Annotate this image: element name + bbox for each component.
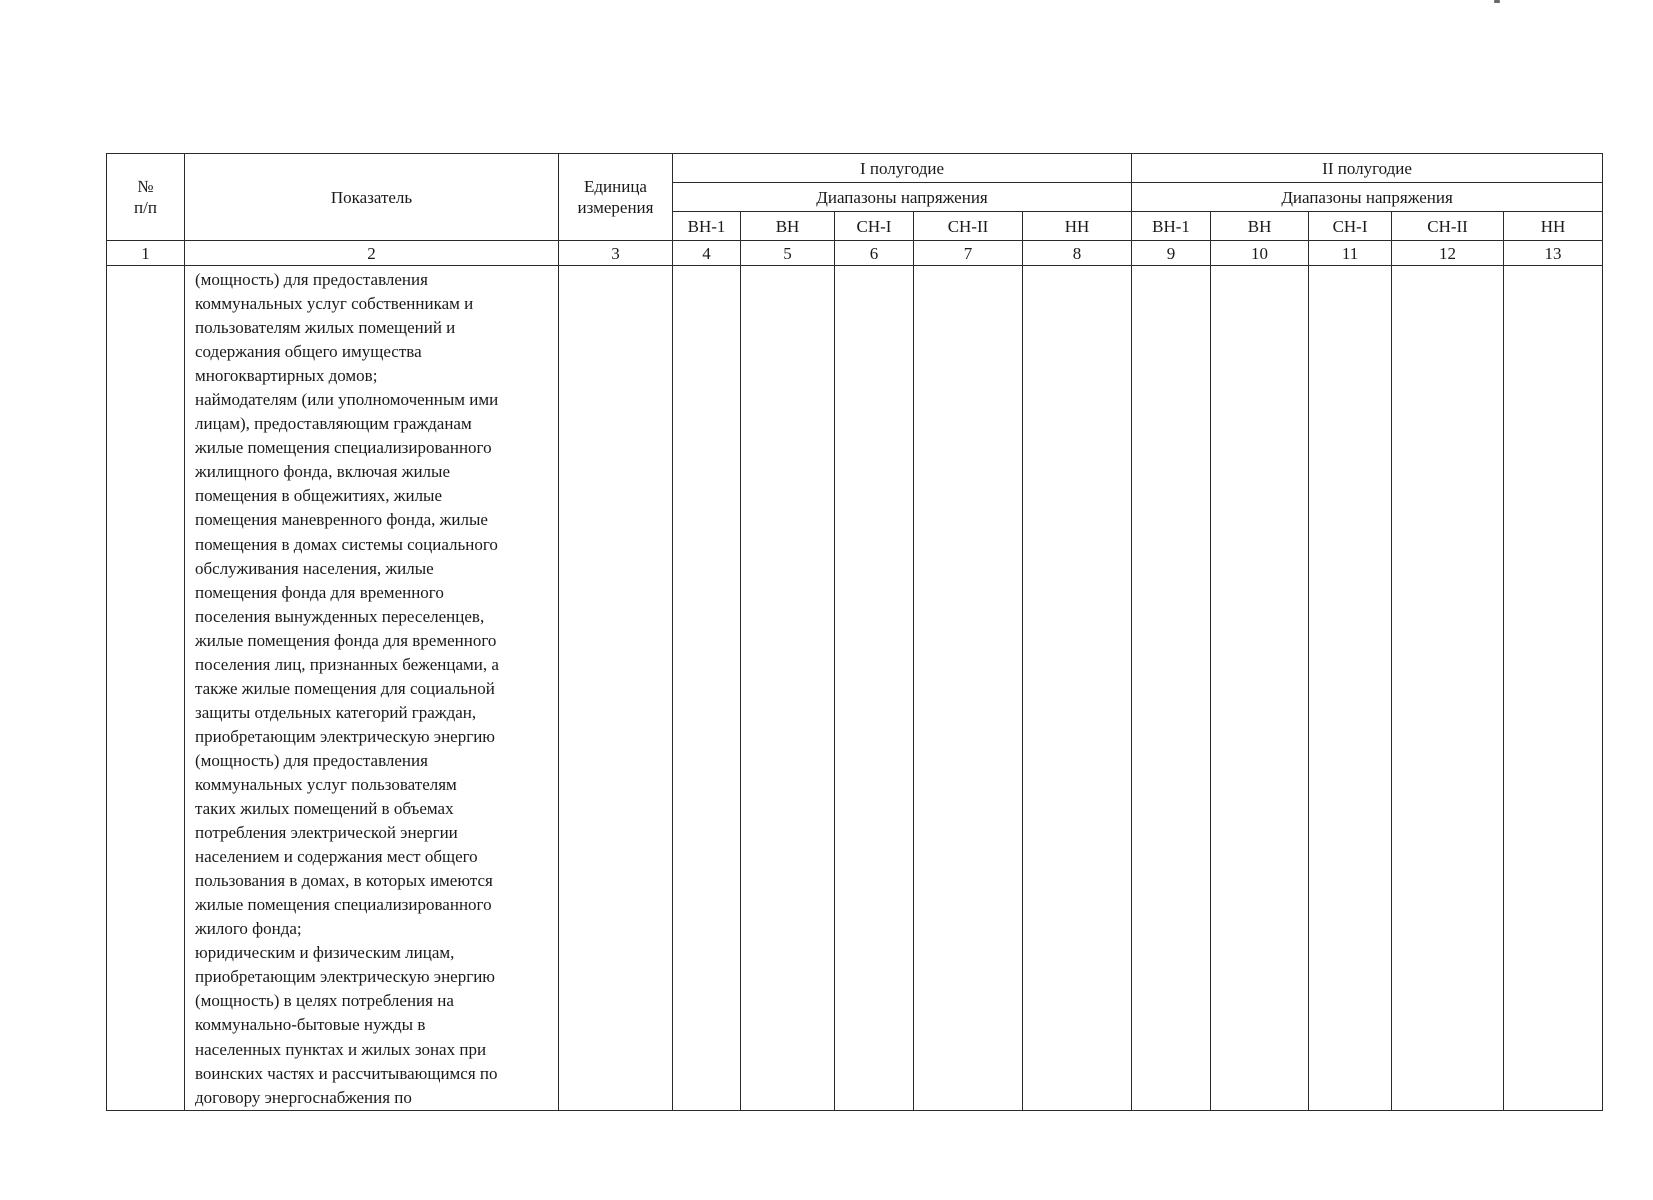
value-cell (1132, 266, 1211, 1111)
header-second-half: II полугодие (1132, 154, 1603, 183)
value-cell (914, 266, 1023, 1111)
range-sn1-h2: СН-I (1309, 212, 1392, 241)
range-sn1-h1: СН-I (835, 212, 914, 241)
column-number: 3 (559, 241, 673, 266)
value-cell (1023, 266, 1132, 1111)
column-number: 4 (673, 241, 741, 266)
column-number: 12 (1392, 241, 1504, 266)
row-number-cell (107, 266, 185, 1111)
range-nn-h2: НН (1504, 212, 1603, 241)
range-vn-h1: ВН (741, 212, 835, 241)
column-number: 13 (1504, 241, 1603, 266)
column-number: 8 (1023, 241, 1132, 266)
indicator-text-cell: (мощность) для предоставления коммунальных услуг собственникам и пользователям жилых помещений и содержания общего имущества многоквартирных домов; наймодателям (или уполномоченным ими лицам), предоставляющим гражданам жилые помещения специализированного жилищного фонда, включая жилые помещения в общежитиях, жилые помещения маневренного фонда, жилые помещения в домах системы социального обслуживания населения, жилые помещения фонда для временного поселения вынужденных переселенцев, жилые помещения фонда для временного поселения лиц, признанных беженцами, а также жилые помещения для социальной защиты отдельных категорий граждан, приобретающим электрическую энергию (мощность) для предоставления коммунальных услуг пользователям таких жилых помещений в объемах потребления электрической энергии населением и содержания мест общего пользования в домах, в которых имеются жилые помещения специализированного жилого фонда; юридическим и физическим лицам, приобретающим электрическую энергию (мощность) в целях потребления на коммунально-бытовые нужды в населенных пунктах и жилых зонах при воинских частях и рассчитывающимся по договору энергоснабжения по (185, 266, 559, 1111)
value-cell (673, 266, 741, 1111)
range-vn1-h2: ВН-1 (1132, 212, 1211, 241)
column-number: 1 (107, 241, 185, 266)
header-number-cell: № п/п (107, 154, 185, 241)
table-row (107, 266, 1603, 1111)
header-unit-cell: Единица измерения (559, 154, 673, 241)
range-vn1-h1: ВН-1 (673, 212, 741, 241)
header-voltage-ranges-2: Диапазоны напряжения (1132, 183, 1603, 212)
range-vn-h2: ВН (1211, 212, 1309, 241)
page-mark (1494, 0, 1500, 3)
header-voltage-ranges-1: Диапазоны напряжения (673, 183, 1132, 212)
column-number: 2 (185, 241, 559, 266)
value-cell (1309, 266, 1392, 1111)
header-first-half: I полугодие (673, 154, 1132, 183)
column-number: 6 (835, 241, 914, 266)
unit-value-cell (559, 266, 673, 1111)
value-cell (741, 266, 835, 1111)
value-cell (835, 266, 914, 1111)
value-cell (1392, 266, 1504, 1111)
column-number: 11 (1309, 241, 1392, 266)
range-sn2-h2: СН-II (1392, 212, 1504, 241)
indicators-table (106, 153, 1603, 1111)
column-number: 10 (1211, 241, 1309, 266)
column-number: 5 (741, 241, 835, 266)
range-sn2-h1: СН-II (914, 212, 1023, 241)
value-cell (1211, 266, 1309, 1111)
range-nn-h1: НН (1023, 212, 1132, 241)
value-cell (1504, 266, 1603, 1111)
column-number: 7 (914, 241, 1023, 266)
header-indicator-cell: Показатель (185, 154, 559, 241)
column-number: 9 (1132, 241, 1211, 266)
